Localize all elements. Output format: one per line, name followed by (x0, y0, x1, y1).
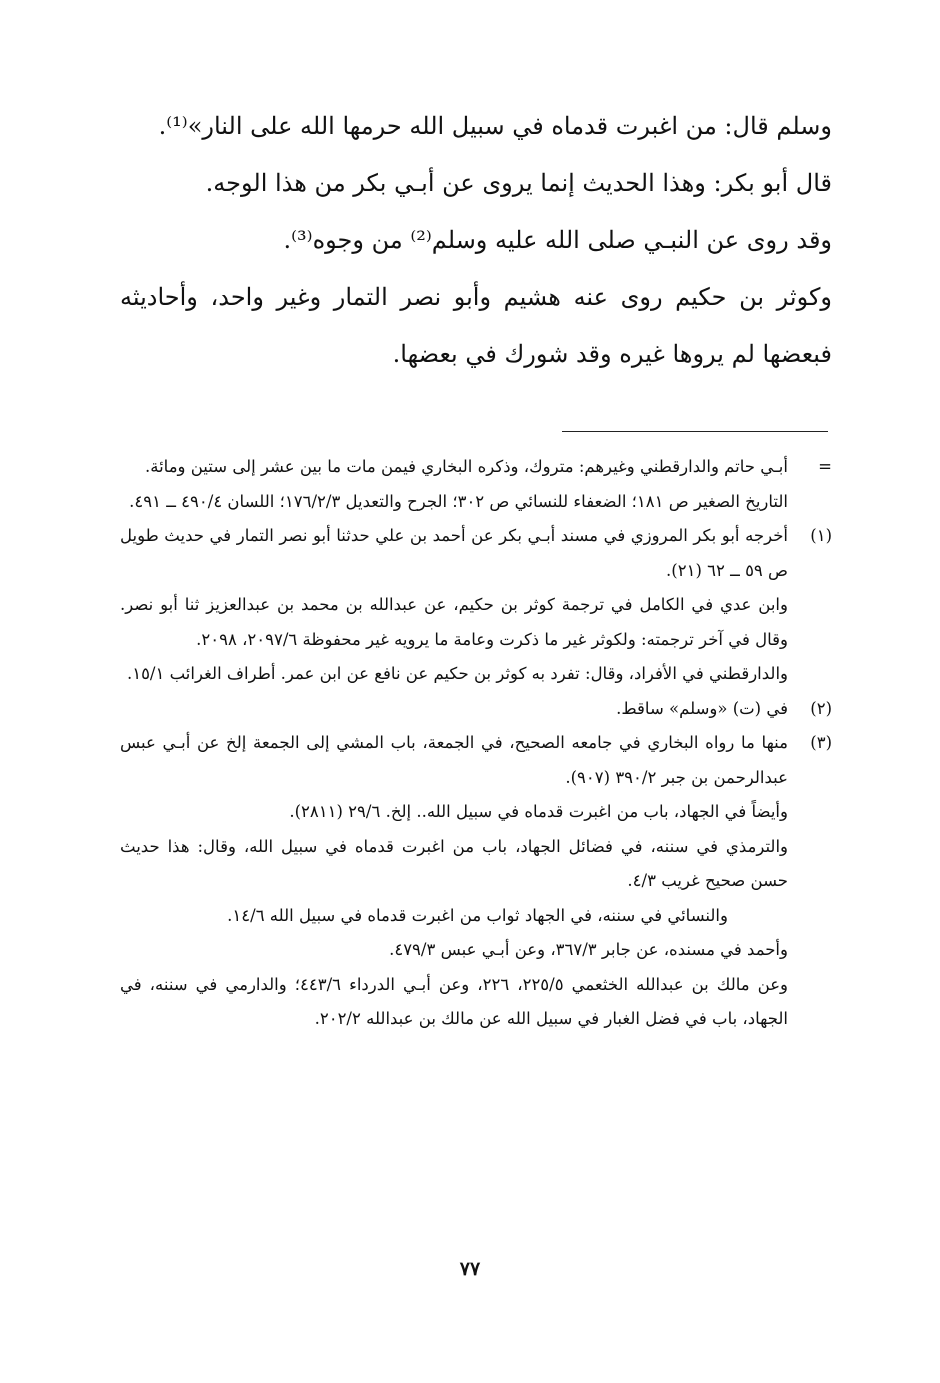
main-paragraph: قال أبو بكر: وهذا الحديث إنما يروى عن أبـي بكر من هذا الوجه. (205, 169, 832, 197)
footnote-paragraph: وعن مالك بن عبدالله الخثعمي ٢٢٥/٥، ٢٢٦، وعن أبـي الدرداء ٤٤٣/٦؛ والدارمي في سننه، في الجهاد، باب في فضل الغبار في سبيل الله عن مالك بن عبدالله ٢٠٢/٢. (120, 974, 789, 1028)
footnote-paragraph: وأيضاً في الجهاد، باب من اغبرت قدماه في سبيل الله.. إلخ. ٢٩/٦ (٢٨١١). (289, 802, 788, 821)
footnote-body (120, 450, 788, 519)
footnote-paragraph: أبـي حاتم والدارقطني وغيرهم: متروك، وذكره البخاري فيمن مات ما بين عشر إلى ستين ومائة. (144, 457, 788, 476)
footnote-3 (120, 726, 832, 1037)
footnote-body (120, 692, 788, 727)
footnote-paragraph: أخرجه أبو بكر المروزي في مسند أبـي بكر عن أحمد بن علي حدثنا أبو نصر التمار في حديث طويل ص ٥٩ ــ ٦٢ (٢١). (120, 526, 788, 580)
footnotes (120, 450, 832, 1037)
page-number: ٧٧ (459, 1258, 481, 1280)
footnote-mark: = (818, 457, 832, 476)
footnote-mark: (١) (810, 526, 832, 545)
footnote-paragraph: والترمذي في سننه، في فضائل الجهاد، باب من اغبرت قدماه في سبيل الله، وقال: هذا حديث حسن صحيح غريب ٤/٣. (120, 836, 788, 890)
footnote-separator (562, 431, 828, 432)
footnote-paragraph: وابن عدي في الكامل في ترجمة كوثر بن حكيم، عن عبدالله بن محمد بن عبدالعزيز ثنا أبو نصر. وقال في آخر ترجمته: ولكوثر غير ما ذكرت وعامة ما يرويه غير محفوظة ٢٠٩٧/٦، ٢٠٩٨. (120, 595, 788, 649)
footnote-body (120, 726, 788, 1037)
footnote-mark: (٣) (810, 733, 832, 752)
footnote-mark: (٢) (810, 698, 832, 718)
footnote-paragraph: منها ما رواه البخاري في جامعه الصحيح، في الجمعة، باب المشي إلى الجمعة إلخ عن أبـي عبس عبدالرحمن بن جبر ٣٩٠/٢ (٩٠٧). (120, 733, 788, 787)
footnote-paragraph: والدارقطني في الأفراد، وقال: تفرد به كوثر بن حكيم عن نافع عن ابن عمر. أطراف الغرائب ١٥/١. (126, 664, 788, 683)
main-text (120, 98, 832, 383)
footnote-1 (120, 519, 832, 692)
footnote-paragraph: في (ت) «وسلم» ساقط. (616, 698, 788, 718)
footnote-paragraph: وأحمد في مسنده، عن جابر ٣٦٧/٣، وعن أبـي عبس ٤٧٩/٣. (389, 940, 788, 959)
main-paragraph: وقد روى عن النبـي صلى الله عليه وسلم⁽²⁾ من وجوه⁽³⁾. (283, 226, 832, 254)
footnote-2 (120, 692, 832, 727)
footnote-paragraph: التاريخ الصغير ص ١٨١؛ الضعفاء للنسائي ص ٣٠٢؛ الجرح والتعديل ١٧٦/٢/٣؛ اللسان ٤٩٠/٤ ــ ٤٩١. (129, 491, 788, 511)
footnote-paragraph: والنسائي في سننه، في الجهاد ثواب من اغبرت قدماه في سبيل الله ١٤/٦. (227, 905, 728, 925)
footnote-continued (120, 450, 832, 519)
footnote-body (120, 519, 788, 692)
main-paragraph: وكوثر بن حكيم روى عنه هشيم وأبو نصر التمار وغير واحد، وأحاديثه فبعضها لم يروها غيره وقد شورك في بعضها. (120, 283, 832, 368)
main-paragraph: وسلم قال: من اغبرت قدماه في سبيل الله حرمها الله على النار»⁽¹⁾. (158, 112, 832, 140)
